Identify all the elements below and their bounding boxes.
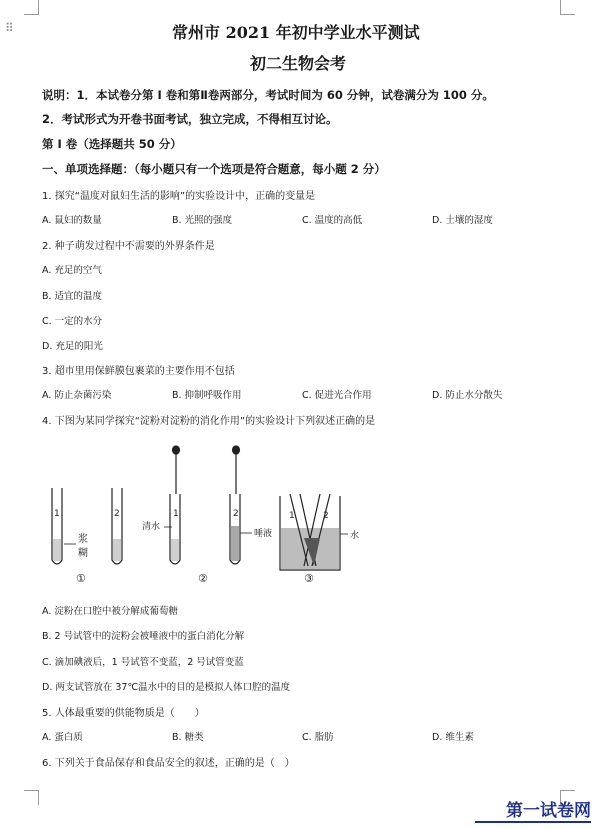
question-3-option-b[interactable]: B. 抑制呼吸作用 (172, 390, 242, 401)
tube-4 (230, 494, 240, 564)
experiment-diagram (40, 438, 380, 588)
question-2-stem: 2. 种子萌发过程中不需要的外界条件是 (42, 241, 215, 252)
question-4-option-b[interactable]: B. 2 号试管中的淀粉会被唾液中的蛋白消化分解 (42, 631, 245, 642)
paste-label-2: 糊 (78, 548, 88, 559)
question-3-stem: 3. 超市里用保鲜膜包裹菜的主要作用不包括 (42, 366, 235, 377)
dropper-2 (233, 446, 240, 494)
tube-1 (52, 488, 62, 564)
question-3-option-d[interactable]: D. 防止水分散失 (432, 390, 503, 401)
saliva-label: 唾液 (254, 529, 273, 539)
corner-mark-top-right (560, 0, 575, 15)
question-2-option-c[interactable]: C. 一定的水分 (42, 316, 103, 327)
question-3-option-a[interactable]: A. 防止杂菌污染 (42, 390, 112, 401)
question-5-option-a[interactable]: A. 蛋白质 (42, 732, 83, 743)
question-2-option-d[interactable]: D. 充足的阳光 (42, 341, 103, 352)
question-5-option-d[interactable]: D. 维生素 (432, 732, 474, 743)
question-1-option-b[interactable]: B. 光照的强度 (172, 215, 233, 226)
page-title: 常州市 2021 年初中学业水平测试 (172, 23, 420, 42)
site-logo[interactable]: 第一试卷网 (506, 801, 591, 821)
instructions-line-1: 说明：1．本试卷分第 I 卷和第Ⅱ卷两部分，考试时间为 60 分钟，试卷满分为 100 分。 (42, 88, 494, 102)
corner-mark-top-left (24, 0, 39, 15)
tube-2 (112, 488, 122, 564)
question-4-stem: 4. 下图为某同学探究“淀粉对淀粉的消化作用”的实验设计下列叙述正确的是 (42, 416, 376, 427)
logo-underline (475, 821, 591, 823)
question-5-option-c[interactable]: C. 脂肪 (302, 732, 334, 743)
question-1-option-a[interactable]: A. 鼠妇的数量 (42, 215, 102, 226)
question-6-stem: 6. 下列关于食品保存和食品安全的叙述，正确的是（ ） (42, 758, 295, 769)
beaker (280, 494, 340, 570)
step-3-label: ③ (304, 572, 314, 585)
water-label-2: 水 (350, 531, 360, 541)
corner-mark-bottom-left (24, 790, 39, 805)
question-2-option-a[interactable]: A. 充足的空气 (42, 265, 102, 276)
tube-4-label: 2 (233, 509, 239, 519)
tube-3-label: 1 (173, 509, 179, 519)
dropper-1 (173, 446, 180, 494)
question-2-option-b[interactable]: B. 适宜的温度 (42, 291, 103, 302)
beaker-tube-2-label: 2 (323, 511, 329, 521)
question-5-option-b[interactable]: B. 糖类 (172, 732, 204, 743)
question-1-option-d[interactable]: D. 土壤的湿度 (432, 215, 493, 226)
question-5-stem: 5. 人体最重要的供能物质是（ ） (42, 708, 205, 719)
step-1-label: ① (76, 572, 86, 585)
step-2-label: ② (198, 572, 208, 585)
tube-2-label: 2 (114, 509, 120, 519)
water-label: 清水 (142, 522, 161, 532)
page-subtitle: 初二生物会考 (250, 54, 347, 73)
section-title: 第 I 卷（选择题共 50 分） (42, 137, 182, 151)
question-3-option-c[interactable]: C. 促进光合作用 (302, 390, 372, 401)
paste-label-1: 浆 (78, 534, 88, 545)
question-1-stem: 1. 探究“温度对鼠妇生活的影响”的实验设计中，正确的变量是 (42, 191, 316, 202)
question-1-option-c[interactable]: C. 温度的高低 (302, 215, 363, 226)
drag-handle-icon[interactable]: ⠿ (5, 21, 15, 35)
part-heading: 一、单项选择题：（每小题只有一个选项是符合题意，每小题 2 分） (42, 162, 386, 176)
tube-3 (170, 494, 180, 564)
instructions-line-2: 2．考试形式为开卷书面考试，独立完成，不得相互讨论。 (42, 112, 338, 126)
question-4-option-d[interactable]: D. 两支试管放在 37℃温水中的目的是模拟人体口腔的温度 (42, 682, 291, 693)
question-4-option-c[interactable]: C. 滴加碘液后，1 号试管不变蓝，2 号试管变蓝 (42, 657, 244, 668)
tube-1-label: 1 (54, 509, 60, 519)
question-4-option-a[interactable]: A. 淀粉在口腔中被分解成葡萄糖 (42, 606, 178, 617)
beaker-tube-1-label: 1 (289, 511, 295, 521)
